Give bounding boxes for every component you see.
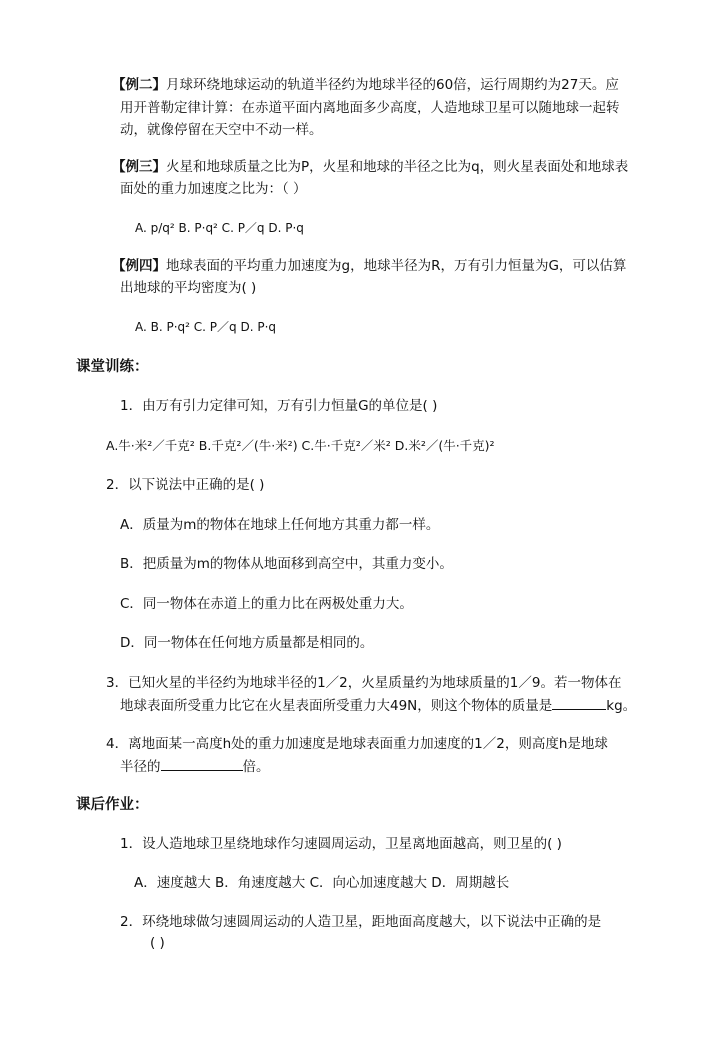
answer-blank [552, 695, 606, 710]
classwork-q1: 1．由万有引力定律可知，万有引力恒量G的单位是( ) [120, 398, 438, 414]
example-3-line-2: 面处的重力加速度之比为：（ ） [120, 181, 307, 197]
example-4-options: A. B. P·q² C. P／q D. P·q [135, 320, 276, 334]
example-4-line-1: 【例四】地球表面的平均重力加速度为g，地球半径为R，万有引力恒量为G，可以估算 [112, 258, 627, 274]
example-2-line-1: 【例二】月球环绕地球运动的轨道半径约为地球半径的60倍，运行周期约为27天。应 [112, 77, 619, 93]
classwork-heading: 课堂训练： [76, 359, 149, 375]
example-4-line-2: 出地球的平均密度为( ) [120, 280, 257, 296]
homework-heading: 课后作业： [76, 797, 149, 813]
example-4-tag: 【例四】 [112, 258, 166, 274]
homework-q2-line-2: ( ) [150, 935, 165, 951]
homework-q1: 1．设人造地球卫星绕地球作匀速圆周运动，卫星离地面越高，则卫星的( ) [120, 836, 562, 852]
homework-q2-line-1: 2．环绕地球做匀速圆周运动的人造卫星，距地面高度越大，以下说法中正确的是 [120, 914, 602, 930]
classwork-q1-options: A.牛·米²／千克² B.千克²／(牛·米²) C.牛·千克²／米² D.米²／(牛·千克)² [106, 438, 495, 453]
example-3-options: A. p/q² B. P·q² C. P／q D. P·q [135, 221, 304, 235]
classwork-q2-option-b: B．把质量为m的物体从地面移到高空中，其重力变小。 [120, 556, 453, 572]
classwork-q2-option-c: C．同一物体在赤道上的重力比在两极处重力大。 [120, 596, 413, 612]
example-2-line-2: 用开普勒定律计算：在赤道平面内离地面多少高度，人造地球卫星可以随地球一起转 [120, 100, 620, 116]
classwork-q4-line-1: 4．离地面某一高度h处的重力加速度是地球表面重力加速度的1／2，则高度h是地球 [106, 736, 608, 752]
classwork-q3-line-1: 3．已知火星的半径约为地球半径的1／2，火星质量约为地球质量的1／9。若一物体在 [106, 675, 622, 691]
example-2-tag: 【例二】 [112, 77, 166, 93]
classwork-q2-option-a: A．质量为m的物体在地球上任何地方其重力都一样。 [120, 517, 440, 533]
example-3-tag: 【例三】 [112, 159, 166, 175]
classwork-q2-option-d: D．同一物体在任何地方质量都是相同的。 [120, 635, 374, 651]
example-3-line-1: 【例三】火星和地球质量之比为P，火星和地球的半径之比为q，则火星表面处和地球表 [112, 159, 629, 175]
homework-q1-options: A．速度越大 B．角速度越大 C．向心加速度越大 D．周期越长 [134, 875, 510, 891]
classwork-q4-line-2: 半径的 倍。 [120, 756, 270, 777]
classwork-q2: 2．以下说法中正确的是( ) [106, 477, 265, 493]
answer-blank [161, 756, 243, 771]
classwork-q3-line-2: 地球表面所受重力比它在火星表面所受重力大49N，则这个物体的质量是 kg。 [120, 695, 636, 716]
example-2-line-3: 动，就像停留在天空中不动一样。 [120, 122, 323, 138]
